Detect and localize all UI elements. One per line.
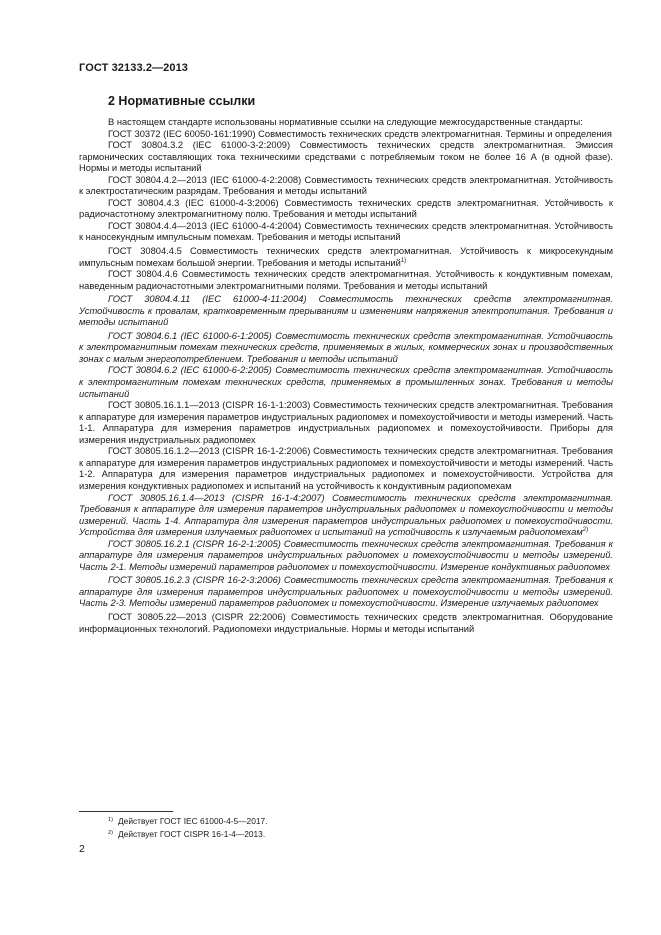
footnote-ref: 1) <box>400 257 407 264</box>
paragraph-text: ГОСТ 30372 (IEC 60050-161:1990) Совместимость технических средств электромагнитная. Термины и определения <box>108 128 612 139</box>
reference-item <box>79 331 613 366</box>
reference-item <box>79 400 613 446</box>
reference-item <box>79 294 613 329</box>
normative-references-body <box>79 117 613 635</box>
section-title: 2 Нормативные ссылки <box>108 94 256 108</box>
paragraph-text: ГОСТ 30805.16.2.3 (CISPR 16-2-3:2006) Совместимость технических средств электромагнитная. Требования к аппаратуре для измерения параметров индустриальных радиопомех и помехоустойчивости и методы измерений. Часть 2-3. Методы измерений параметров радиопомех и помехоустойчивости. Измерение излучаемых радиопомех <box>79 575 613 609</box>
paragraph-text: ГОСТ 30804.4.5 Совместимость технических средств электромагнитная. Устойчивость к микросекундным импульсным помехам большой энергии. Требования и методы испытаний <box>79 246 613 268</box>
reference-item <box>79 129 613 141</box>
footnote <box>108 815 268 828</box>
paragraph-text: ГОСТ 30805.16.1.4—2013 (CISPR 16-1-4:2007) Совместимость технических средств электромагнитная. Требования к аппаратуре для измерения параметров индустриальных радиопомех и помехоустойчивости и методы измерений. Часть 1-4. Аппаратура для измерения параметров индустриальных радиопомех и помехоустойчивости. Устройства для измерения излучаемых радиопомех и испытаний на устойчивость к излучаемым радиопомехам <box>79 492 613 538</box>
paragraph-text: В настоящем стандарте использованы нормативные ссылки на следующие межгосударственные стандарты: <box>108 117 583 127</box>
reference-item <box>79 140 613 175</box>
paragraph-text: ГОСТ 30804.4.11 (IEC 61000-4-11:2004) Совместимость технических средств электромагнитная. Устойчивость к провалам, кратковременным прерываниям и изменениям напряжения электропитания. Требования и методы испытаний <box>79 294 613 328</box>
paragraph-text: ГОСТ 30804.3.2 (IEC 61000-3-2:2009) Совместимость технических средств электромагнитная. Эмиссия гармонических составляющих тока техническими средствами с потребляемым током не более 16 А (в одной фазе). Нормы и методы испытаний <box>79 140 613 174</box>
reference-item <box>79 269 613 292</box>
paragraph-text: ГОСТ 30804.4.3 (IEC 61000-4-3:2006) Совместимость технических средств электромагнитная. Устойчивость к радиочастотному электромагнитному полю. Требования и методы испытаний <box>79 197 613 220</box>
footnote-text: Действует ГОСТ IEC 61000-4-5—2017. <box>117 816 268 826</box>
page-number: 2 <box>79 843 85 855</box>
document-code-header: ГОСТ 32133.2—2013 <box>79 62 189 74</box>
reference-item <box>79 575 613 610</box>
footnote-text: Действует ГОСТ CISPR 16-1-4—2013. <box>117 828 266 839</box>
footnote-mark: 2) <box>108 829 113 836</box>
footnote <box>108 828 268 841</box>
reference-item <box>79 198 613 221</box>
reference-item <box>79 365 613 400</box>
paragraph-text: ГОСТ 30804.4.6 Совместимость технических средств электромагнитная. Устойчивость к кондуктивным помехам, наведенным радиочастотными электромагнитными полями. Требования и методы испытаний <box>79 269 613 291</box>
footnote-separator <box>79 811 173 812</box>
reference-item <box>79 221 613 244</box>
paragraph-text: ГОСТ 30804.4.2—2013 (IEC 61000-4-2:2008) Совместимость технических средств электромагнитная. Устойчивость к электростатическим разрядам. Требования и методы испытаний <box>79 174 613 197</box>
footnote-mark: 1) <box>108 817 113 823</box>
reference-item <box>79 612 613 635</box>
reference-item <box>79 493 613 539</box>
paragraph-text: ГОСТ 30804.6.2 (IEC 61000-6-2:2005) Совместимость технических средств электромагнитная. Устойчивость к электромагнитным помехам технических средств, применяемых в промышленных зонах. Требования и методы испытаний <box>79 365 613 399</box>
paragraph-text: ГОСТ 30805.16.1.1—2013 (CISPR 16-1-1:2003) Совместимость технических средств электромагнитная. Требования к аппаратуре для измерения параметров индустриальных радиопомех и помехоустойчивости и методы измерений. Часть 1-1. Аппаратура для измерения параметров индустриальных радиопомех и помехоустойчивости. Приборы для измерения индустриальных радиопомех <box>79 400 613 445</box>
reference-item <box>79 175 613 198</box>
paragraph-intro <box>79 117 613 129</box>
reference-item <box>79 246 613 269</box>
paragraph-text: ГОСТ 30804.6.1 (IEC 61000-6-1:2005) Совместимость технических средств электромагнитная. Устойчивость к электромагнитным помехам технических средств, применяемых в жилых, коммерческих зонах и производственных зонах с малым энергопотреблением. Требования и методы испытаний <box>79 330 613 364</box>
reference-item <box>79 539 613 574</box>
paragraph-text: ГОСТ 30805.16.2.1 (CISPR 16-2-1:2005) Совместимость технических средств электромагнитная. Требования к аппаратуре для измерения параметров индустриальных радиопомех и помехоустойчивости и методы измерений. Часть 2-1. Методы измерений параметров радиопомех и помехоустойчивости. Измерение кондуктивных радиопомех <box>79 538 613 572</box>
reference-item <box>79 446 613 492</box>
footnotes <box>108 815 268 840</box>
paragraph-text: ГОСТ 30805.16.1.2—2013 (CISPR 16-1-2:2006) Совместимость технических средств электромагнитная. Требования к аппаратуре для измерения параметров индустриальных радиопомех и помехоустойчивости и методы измерений. Часть 1-2. Аппаратура для измерения параметров индустриальных радиопомех и помехоустойчивости. Устройства для измерения кондуктивных радиопомех и испытаний на устойчивость к кондуктивным радиопомехам <box>79 446 613 491</box>
footnote-ref: 2) <box>582 527 589 534</box>
paragraph-text: ГОСТ 30804.4.4—2013 (IEC 61000-4-4:2004) Совместимость технических средств электромагнитная. Устойчивость к наносекундным импульсным помехам. Требования и методы испытаний <box>79 220 613 243</box>
paragraph-text: ГОСТ 30805.22—2013 (CISPR 22:2006) Совместимость технических средств электромагнитная. Оборудование информационных технологий. Радиопомехи индустриальные. Нормы и методы испытаний <box>79 611 613 634</box>
